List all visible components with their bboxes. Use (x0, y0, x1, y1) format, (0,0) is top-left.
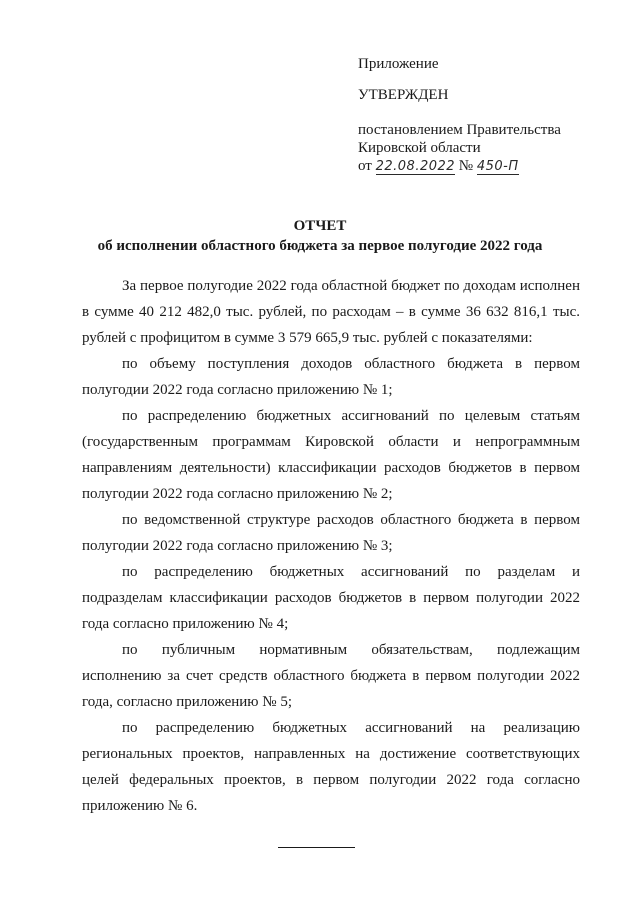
paragraph-summary: За первое полугодие 2022 года областной бюджет по доходам исполнен в сумме 40 212 482,0 тыс. рублей, по расходам – в сумме 36 632 816,1 тыс. рублей с профицитом в сумме 3 579 665,9 тыс. рублей с показателями: (82, 278, 580, 346)
handwritten-date: 22.08.2022 (375, 159, 456, 174)
resolution-date-line (358, 157, 608, 175)
approval-stamp-block (358, 55, 608, 175)
resolution-line-2: Кировской области (358, 140, 481, 156)
resolution-line-1: постановлением Правительства (358, 122, 561, 138)
report-subtitle: об исполнении областного бюджета за первое полугодие 2022 года (97, 238, 543, 254)
paragraph-item-3: по ведомственной структуре расходов областного бюджета в первом полугодии 2022 года согласно приложению № 3; (82, 512, 580, 554)
paragraph-item-2: по распределению бюджетных ассигнований по целевым статьям (государственным программам Кировской области и непрограммным направлениям деятельности) классификации расходов бюджетов в первом полугодии 2022 года согласно приложению № 2; (82, 408, 580, 502)
appendix-label: Приложение (358, 56, 439, 72)
handwritten-number: 450-П (476, 159, 519, 174)
paragraph-item-4: по распределению бюджетных ассигнований по разделам и подразделам классификации расходов бюджетов в первом полугодии 2022 года согласно приложению № 4; (82, 564, 580, 632)
report-title: ОТЧЕТ (293, 218, 347, 234)
closing-separator-line (278, 847, 355, 848)
paragraph-item-5: по публичным нормативным обязательствам, подлежащим исполнению за счет средств областного бюджета в первом полугодии 2022 года, согласно приложению № 5; (82, 642, 580, 710)
report-body (82, 273, 580, 819)
paragraph-item-6: по распределению бюджетных ассигнований на реализацию региональных проектов, направленных на достижение соответствующих целей федеральных проектов, в первом полугодии 2022 года согласно приложению № 6. (82, 720, 580, 814)
date-prefix: от (358, 158, 372, 174)
paragraph-item-1: по объему поступления доходов областного бюджета в первом полугодии 2022 года согласно приложению № 1; (82, 356, 580, 398)
number-prefix: № (458, 158, 474, 174)
approved-label: УТВЕРЖДЕН (358, 87, 449, 103)
